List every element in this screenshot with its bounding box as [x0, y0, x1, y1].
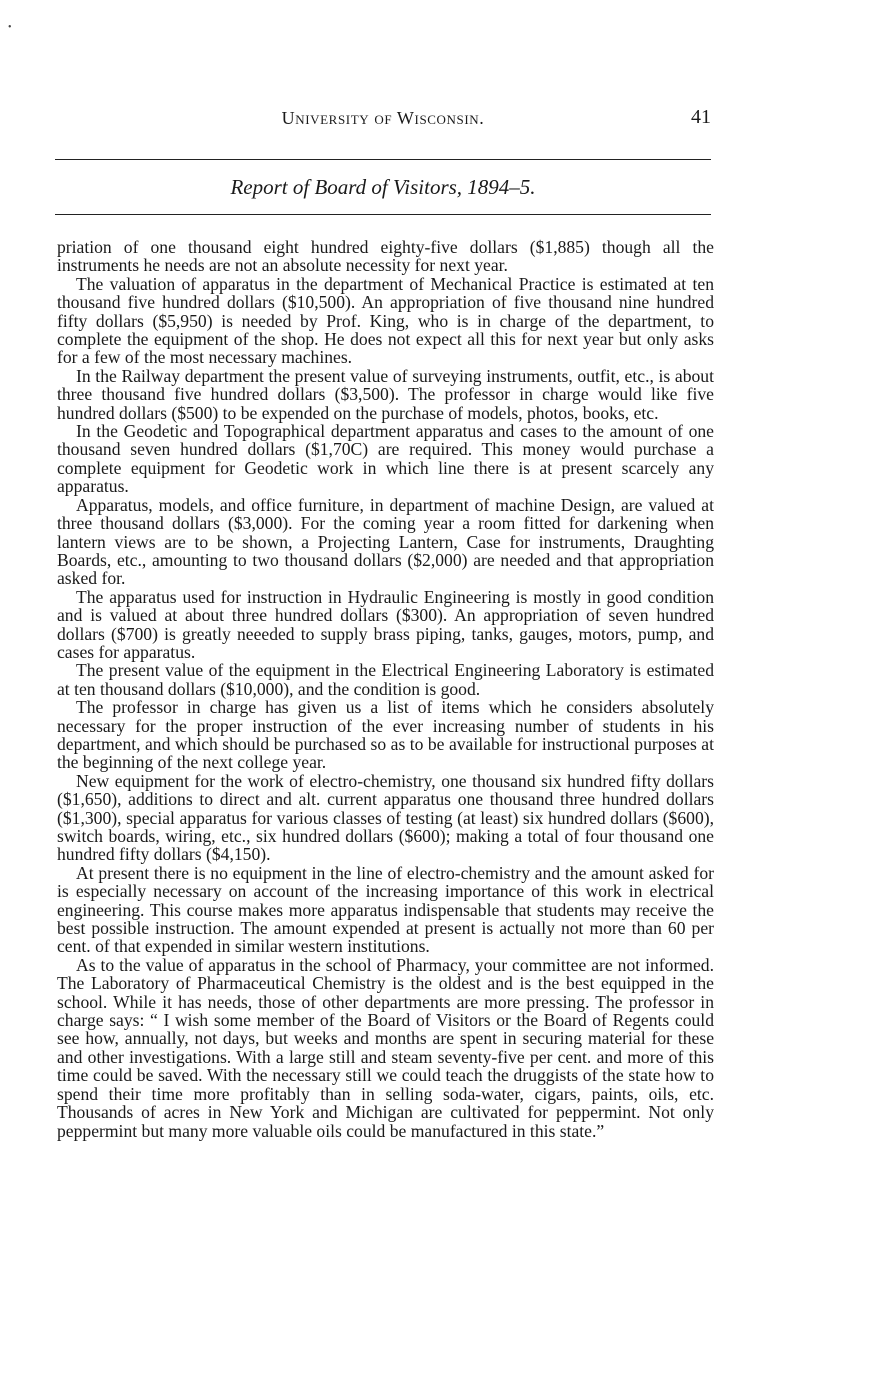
page-number: 41 [691, 106, 711, 128]
paragraph: In the Railway department the present value of surveying instruments, outfit, etc., is about three thousand five hundred dollars ($3,500). The professor in charge would like five hundred dollars ($500) to be expended on the purchase of models, photos, books, etc. [57, 365, 714, 423]
header-rule-top [55, 159, 711, 160]
margin-speck: • [8, 22, 12, 33]
running-head [55, 108, 711, 134]
paragraph: In the Geodetic and Topographical department apparatus and cases to the amount of one thousand seven hundred dollars ($1,70C) are required. This money would purchase a complete equipment for Geodetic work in which line there is at present scarcely any apparatus. [57, 421, 714, 497]
paragraph: The present value of the equipment in the Electrical Engineering Laboratory is estimated at ten thousand dollars ($10,000), and the condition is good. [57, 660, 714, 699]
paragraph: At present there is no equipment in the line of electro-chemistry and the amount asked for is especially necessary on account of the increasing importance of this work in electrical engineering. This course makes more apparatus indispensable that students may receive the best possible instruction. The amount expended at present is actually not more than 60 per cent. of that expended in similar western institutions. [57, 862, 714, 957]
paragraph: priation of one thousand eight hundred eighty-five dollars ($1,885) though all the instruments he needs are not an absolute necessity for next year. [57, 237, 714, 276]
header-rule-bottom [55, 214, 711, 215]
paragraph: New equipment for the work of electro-chemistry, one thousand six hundred fifty dollars ($1,650), additions to direct and alt. current apparatus one thousand three hundred dollars ($1,300), special apparatus for various classes of testing (at least) six hundred dollars ($600), switch boards, wiring, etc., six hundred dollars ($600); making a total of four thousand one hundred fifty dollars ($4,150). [57, 770, 714, 865]
paragraph: The valuation of apparatus in the department of Mechanical Practice is estimated at ten thousand five hundred dollars ($10,500). An appropriation of five thousand nine hundred fifty dollars ($5,950) is needed by Prof. King, who is in charge of the department, to complete the equipment of the shop. He does not expect all this for next year but only asks for a few of the most necessary machines. [57, 273, 714, 368]
running-title: University of Wisconsin. [281, 108, 485, 128]
report-subtitle: Report of Board of Visitors, 1894–5. [230, 175, 536, 199]
body-text [57, 238, 714, 1140]
paragraph: As to the value of apparatus in the school of Pharmacy, your committee are not informed. The Laboratory of Pharmaceutical Chemistry is the oldest and is the best equipped in the school. While it has needs, those of other departments are more pressing. The professor in charge says: “ I wish some member of the Board of Visitors or the Board of Regents could see how, annually, not days, but weeks and months are spent in securing material for these and other investigations. With a large still and steam seventy-five per cent. and more of this time could be saved. With the necessary still we could teach the druggists of the state how to spend their time more profitably than in selling soda-water, cigars, paints, oils, etc. Thousands of acres in New York and Michigan are cultivated for peppermint. Not only peppermint but many more valuable oils could be manufactured in this state.” [57, 954, 714, 1141]
paragraph: The professor in charge has given us a list of items which he considers absolutely necessary for the proper instruction of the ever increasing number of students in his department, and which should be purchased so as to be available for instructional purposes at the beginning of the next college year. [57, 697, 714, 773]
paragraph: Apparatus, models, and office furniture, in department of machine Design, are valued at three thousand dollars ($3,000). For the coming year a room fitted for darkening when lantern views are to be shown, a Projecting Lantern, Case for instruments, Draughting Boards, etc., amounting to two thousand dollars ($2,000) are needed and that appropriation asked for. [57, 494, 714, 589]
paragraph: The apparatus used for instruction in Hydraulic Engineering is mostly in good condition and is valued at about three hundred dollars ($300). An appropriation of seven hundred dollars ($700) is greatly neeeded to supply brass piping, tanks, gauges, motors, pump, and cases for apparatus. [57, 586, 714, 662]
